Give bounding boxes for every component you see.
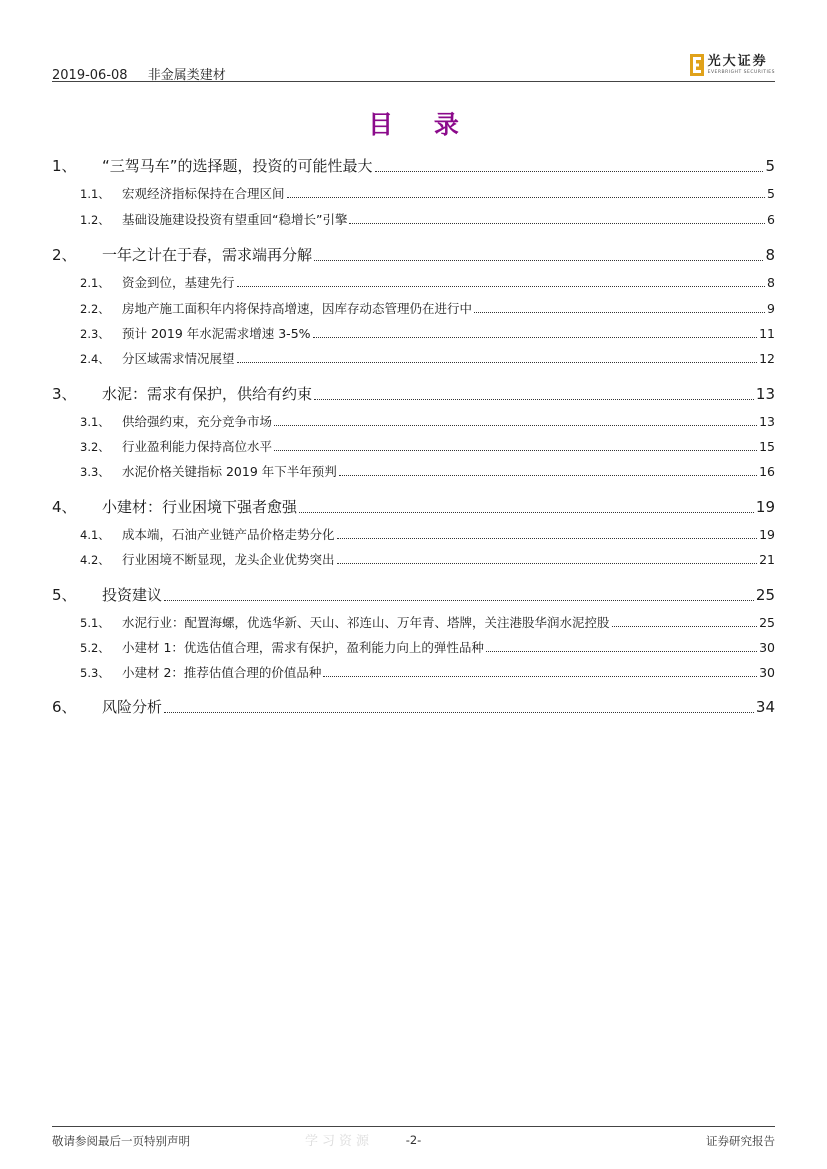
everbright-logo-icon (690, 54, 704, 76)
toc-entry-page: 12 (759, 351, 775, 366)
header-divider (52, 81, 775, 82)
toc-leader-dots (314, 259, 763, 261)
toc-entry-number: 5.1、 (80, 616, 110, 630)
toc-entry-page: 15 (759, 439, 775, 454)
toc-entry-page: 5 (767, 186, 775, 201)
toc-entry-page: 34 (755, 698, 775, 716)
toc-entry-chapter[interactable] (52, 696, 775, 717)
toc-leader-dots (323, 675, 757, 677)
toc-entry-label: 基础设施建设投资有望重回“稳增长”引擎 (122, 212, 348, 227)
toc-leader-dots (612, 625, 758, 627)
toc-entry-chapter[interactable] (52, 155, 775, 176)
toc-entry-number: 1、 (52, 157, 77, 175)
toc-entry-number: 1.2、 (80, 213, 110, 227)
toc-entry-number: 5.2、 (80, 641, 110, 655)
toc-entry-label: 房地产施工面积年内将保持高增速，因库存动态管理仍在进行中 (122, 301, 473, 316)
toc-entry-page: 21 (759, 552, 775, 567)
toc-entry-number: 1.1、 (80, 187, 110, 201)
toc-entry-number: 2.3、 (80, 327, 110, 341)
toc-entry-label: 预计 2019 年水泥需求增速 3-5% (122, 326, 311, 341)
toc-entry-number: 3.2、 (80, 440, 110, 454)
toc-entry-page: 16 (759, 464, 775, 479)
toc-entry-page: 5 (765, 157, 775, 175)
toc-entry-label: 小建材：行业困境下强者愈强 (102, 498, 298, 516)
toc-entry-page: 13 (755, 385, 775, 403)
logo-name-cn: 光大证券 (707, 53, 768, 69)
toc-entry-label: 行业困境不断显现，龙头企业优势突出 (122, 552, 335, 567)
toc-entry-label: 小建材 2：推荐估值合理的价值品种 (122, 665, 322, 680)
toc-entry-number: 4.1、 (80, 528, 110, 542)
watermark: 学习资源 (305, 1134, 374, 1149)
toc-leader-dots (237, 285, 766, 287)
toc-entry-number: 5、 (52, 586, 77, 604)
toc-entry-label: 水泥价格关键指标 2019 年下半年预判 (122, 464, 337, 479)
logo-name-en: EVERBRIGHT SECURITIES (707, 69, 775, 75)
company-logo (690, 52, 775, 78)
toc-entry-section[interactable] (52, 613, 775, 631)
toc-entry-section[interactable] (52, 663, 775, 681)
toc-entry-label: 小建材 1：优选估值合理，需求有保护，盈利能力向上的弹性品种 (122, 640, 484, 655)
toc-leader-dots (274, 424, 757, 426)
toc-entry-page: 19 (755, 498, 775, 516)
toc-leader-dots (314, 398, 754, 400)
toc-entry-label: 分区域需求情况展望 (122, 351, 235, 366)
toc-entry-label: 一年之计在于春，需求端再分解 (102, 246, 313, 264)
toc-entry-number: 5.3、 (80, 666, 110, 680)
toc-leader-dots (474, 311, 765, 313)
toc-entry-section[interactable] (52, 273, 775, 291)
footer-report-type: 证券研究报告 (706, 1134, 775, 1148)
toc-entry-label: 行业盈利能力保持高位水平 (122, 439, 273, 454)
toc-entry-page: 8 (767, 275, 775, 290)
toc-leader-dots (313, 336, 758, 338)
toc-entry-section[interactable] (52, 349, 775, 367)
toc-leader-dots (349, 222, 765, 224)
toc-entry-label: 供给强约束，充分竞争市场 (122, 414, 273, 429)
toc-entry-chapter[interactable] (52, 244, 775, 265)
toc-entry-page: 13 (759, 414, 775, 429)
toc-leader-dots (337, 562, 758, 564)
toc-entry-number: 3.3、 (80, 465, 110, 479)
toc-leader-dots (237, 361, 758, 363)
toc-entry-page: 25 (755, 586, 775, 604)
page-header (52, 52, 775, 82)
toc-entry-number: 4.2、 (80, 553, 110, 567)
toc-entry-page: 30 (759, 665, 775, 680)
toc-leader-dots (375, 170, 764, 172)
toc-entry-number: 6、 (52, 698, 77, 716)
toc-leader-dots (339, 474, 757, 476)
toc-entry-label: 宏观经济指标保持在合理区间 (122, 186, 285, 201)
footer-disclaimer: 敬请参阅最后一页特别声明 (52, 1134, 190, 1148)
toc-entry-section[interactable] (52, 324, 775, 342)
toc-entry-chapter[interactable] (52, 383, 775, 404)
toc-entry-label: 水泥：需求有保护，供给有约束 (102, 385, 313, 403)
toc-leader-dots (164, 599, 754, 601)
toc-entry-label: 风险分析 (102, 698, 163, 716)
footer-divider (52, 1126, 775, 1127)
toc-entry-page: 19 (759, 527, 775, 542)
toc-entry-page: 6 (767, 212, 775, 227)
toc-entry-section[interactable] (52, 184, 775, 202)
toc-entry-number: 3.1、 (80, 415, 110, 429)
toc-entry-number: 2.4、 (80, 352, 110, 366)
toc-leader-dots (164, 711, 754, 713)
toc-entry-section[interactable] (52, 550, 775, 568)
toc-entry-section[interactable] (52, 462, 775, 480)
toc-entry-label: 资金到位，基建先行 (122, 275, 235, 290)
toc-entry-section[interactable] (52, 412, 775, 430)
toc-entry-number: 3、 (52, 385, 77, 403)
toc-leader-dots (274, 449, 757, 451)
toc-leader-dots (486, 650, 757, 652)
toc-entry-section[interactable] (52, 525, 775, 543)
page-footer (52, 1133, 775, 1149)
toc-entry-section[interactable] (52, 437, 775, 455)
toc-entry-label: “三驾马车”的选择题，投资的可能性最大 (102, 157, 373, 175)
toc-entry-page: 30 (759, 640, 775, 655)
toc-entry-label: 投资建议 (102, 586, 163, 604)
toc-entry-number: 4、 (52, 498, 77, 516)
toc-entry-chapter[interactable] (52, 584, 775, 605)
toc-leader-dots (287, 196, 766, 198)
toc-entry-section[interactable] (52, 299, 775, 317)
report-date: 2019-06-08 (52, 68, 128, 83)
toc-entry-page: 11 (759, 326, 775, 341)
toc-entry-label: 水泥行业：配置海螺，优选华新、天山、祁连山、万年青、塔牌，关注港股华润水泥控股 (122, 615, 610, 630)
toc-leader-dots (299, 511, 754, 513)
footer-page-number: -2- (405, 1133, 422, 1147)
toc-entry-section[interactable] (52, 210, 775, 228)
toc-entry-number: 2、 (52, 246, 77, 264)
page-title: 目 录 (368, 110, 475, 139)
report-industry: 非金属类建材 (147, 68, 226, 83)
toc-leader-dots (337, 537, 758, 539)
toc-entry-page: 9 (767, 301, 775, 316)
toc-entry-section[interactable] (52, 638, 775, 656)
toc-entry-number: 2.2、 (80, 302, 110, 316)
toc-entry-page: 8 (765, 246, 775, 264)
toc-entry-page: 25 (759, 615, 775, 630)
toc-entry-chapter[interactable] (52, 496, 775, 517)
toc-entry-number: 2.1、 (80, 276, 110, 290)
toc-entry-label: 成本端，石油产业链产品价格走势分化 (122, 527, 335, 542)
